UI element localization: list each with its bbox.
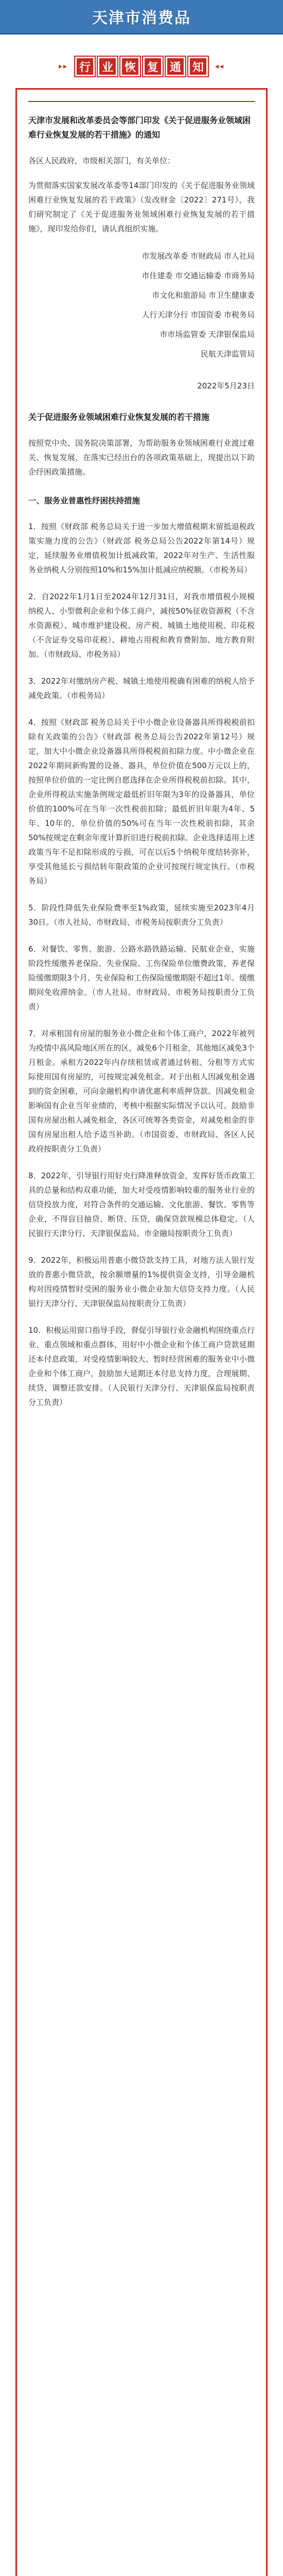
signatory-line: 民航天津监管局: [200, 349, 255, 359]
banner-seal: 行: [75, 57, 95, 76]
site-header: [0, 0, 283, 35]
banner-seal: 通: [166, 57, 185, 76]
measure-item: 7．对承租国有房屋的服务业小微企业和个体工商户，2022年被列为疫情中高风险地区所在的区，减免6个月租金，其他地区减免3个月租金。承租方2022年内存续租赁或者通过转租、分租等方式实际使用国有房屋的，可按规定减免租金。对于出租人因减免租金遇到的资金困难，可向金融机构申请优惠利率质押贷款。因减免租金影响国有企业当年业绩的，考核中根据实际情况予以认可。鼓励非国有房屋出租人减免租金，各区可统筹各类资金，对减免租金的非国有房屋出租人给予适当补助。（市国资委、市财政局、各区人民政府按职责分工负责）: [28, 1029, 255, 1154]
banner-seal: 知: [188, 57, 208, 76]
signatories: [28, 246, 255, 364]
top-divider: [28, 101, 255, 102]
banner-left-decoration: ▸▸: [58, 62, 68, 71]
notice-title: 天津市发展和改革委员会等部门印发《关于促进服务业领域困难行业恢复发展的若干措施》的通知: [28, 115, 251, 140]
measure-item: 6．对餐饮、零售、旅游、公路水路铁路运输、民航业企业，实施阶段性缓缴养老保险、失业保险、工伤保险单位缴费政策，养老保险缓缴期限3个月、失业保险和工伤保险缓缴期限不超过1年。缓缴期间免收滞纳金。（市人社局、市财政局、市税务局按职责分工负责）: [28, 944, 255, 1011]
article-frame: [15, 88, 268, 2576]
banner-right-decoration: ◂◂: [215, 62, 225, 71]
measure-item: 4．按照《财政部 税务总局关于中小微企业设备器具所得税税前扣除有关政策的公告》（财政部 税务总局公告2022年第12号）规定，加大中小微企业设备器具所得税税前扣除力度。中小微企业在2022年期间新购置的设备、器具，单位价值在500万元以上的，按照单位价值的一定比例自愿选择在企业所得税税前扣除。其中，企业所得税法实施条例规定最低折旧年限为3年的设备器具，单位价值的100%可在当年一次性税前扣除；最低折旧年限为4年、5年、10年的，单位价值的50%可在当年一次性税前扣除，其余50%按规定在剩余年度计算折旧进行税前扣除。企业选择适用上述政策当年不足扣除形成的亏损，可在以后5个纳税年度结转弥补，享受其他延长亏损结转年限政策的企业可按现行规定执行。（市税务局）: [28, 718, 255, 886]
measure-item: 9．2022年，积极运用普惠小微贷款支持工具，对地方法人银行发放的普惠小微贷款，按余额增量的1%提供资金支持，引导金融机构对因疫情暂时受困的服务业小微企业加大信贷支持力度。（人民银行天津分行、天津银保监局按职责分工负责）: [28, 1256, 255, 1308]
signatory-line: 市住建委 市交通运输委 市商务局: [142, 271, 255, 280]
banner-seal: 恢: [120, 57, 140, 76]
measures-title: 关于促进服务业领域困难行业恢复发展的若干措施: [28, 412, 210, 422]
signatory-line: 市市场监管委 天津银保监局: [160, 330, 255, 339]
section-heading: 一、服务业普惠性纾困扶持措施: [28, 496, 140, 505]
banner-seal: 复: [143, 57, 163, 76]
signatory-line: 市文化和旅游局 市卫生健康委: [152, 291, 255, 300]
notice-banner: [0, 55, 283, 78]
notice-body: 为贯彻落实国家发展改革委等14部门印发的《关于促进服务业领域困难行业恢复发展的若干政策》（发改财金〔2022〕271号），我们研究制定了《关于促进服务业领域困难行业恢复发展的若干措施》，现印发给你们，请认真组织实施。: [28, 181, 255, 233]
logo-text: 天津市消费品: [92, 9, 191, 27]
measure-item: 5．阶段性降低失业保险费率至1%政策，延续实施至2023年4月30日。（市人社局、市财政局、市税务局按职责分工负责）: [28, 903, 255, 927]
measure-item: 3．2022年对缴纳房产税、城镇土地使用税确有困难的纳税人给予减免政策。（市税务局）: [28, 676, 255, 700]
measure-item: 8．2022年，引导银行用好央行降准释放资金，发挥好货币政策工具的总量和结构双重功能，加大对受疫情影响较重的服务业行业的信贷投放力度，对符合条件的交通运输、文化旅游、餐饮、零售等企业，不得盲目抽贷、断贷、压贷，确保贷款规模总体稳定。（人民银行天津分行、天津银保监局、市金融局按职责分工负责）: [28, 1171, 255, 1238]
site-logo[interactable]: [92, 5, 191, 28]
banner-seal: 业: [98, 57, 117, 76]
measures-intro: 按照党中央、国务院决策部署，为帮助服务业领域困难行业渡过难关、恢复发展，在落实已经出台的各项政策基础上，现提出以下助企纾困政策措施。: [28, 438, 255, 477]
notice-date: 2022年5月23日: [197, 381, 255, 391]
banner-seals: [75, 57, 208, 76]
signatory-line: 市发展改革委 市财政局 市人社局: [142, 251, 255, 261]
measure-item: 1．按照《财政部 税务总局关于进一步加大增值税期末留抵退税政策实施力度的公告》（财政部 税务总局公告2022年第14号）规定，延续服务业增值税加计抵减政策，2022年对生产、生活性服务业纳税人分别按照10%和15%加计抵减应纳税额。（市税务局）: [28, 522, 255, 574]
signatory-line: 人行天津分行 市国资委 市税务局: [142, 310, 255, 319]
measure-item: 10．积极运用窗口指导手段，督促引导银行业金融机构围绕重点行业、重点领域和重点群体，用好中小微企业和个体工商户贷款延期还本付息政策，对受疫情影响较大、暂时经营困难的服务业中小微企业和个体工商户，鼓励加大延期还本付息支持力度，合理展期、续贷、调整还款安排。（人民银行天津分行、天津银保监局按职责分工负责）: [28, 1326, 255, 1407]
notice-greeting: 各区人民政府，市级相关部门，有关单位：: [28, 156, 175, 165]
measure-item: 2．自2022年1月1日至2024年12月31日，对我市增值税小规模纳税人、小型微利企业和个体工商户，减按50%征收资源税（不含水资源税）、城市维护建设税、房产税、城镇土地使用税、印花税（不含证券交易印花税）、耕地占用税和教育费附加、地方教育附加。（市财政局、市税务局）: [28, 592, 255, 659]
